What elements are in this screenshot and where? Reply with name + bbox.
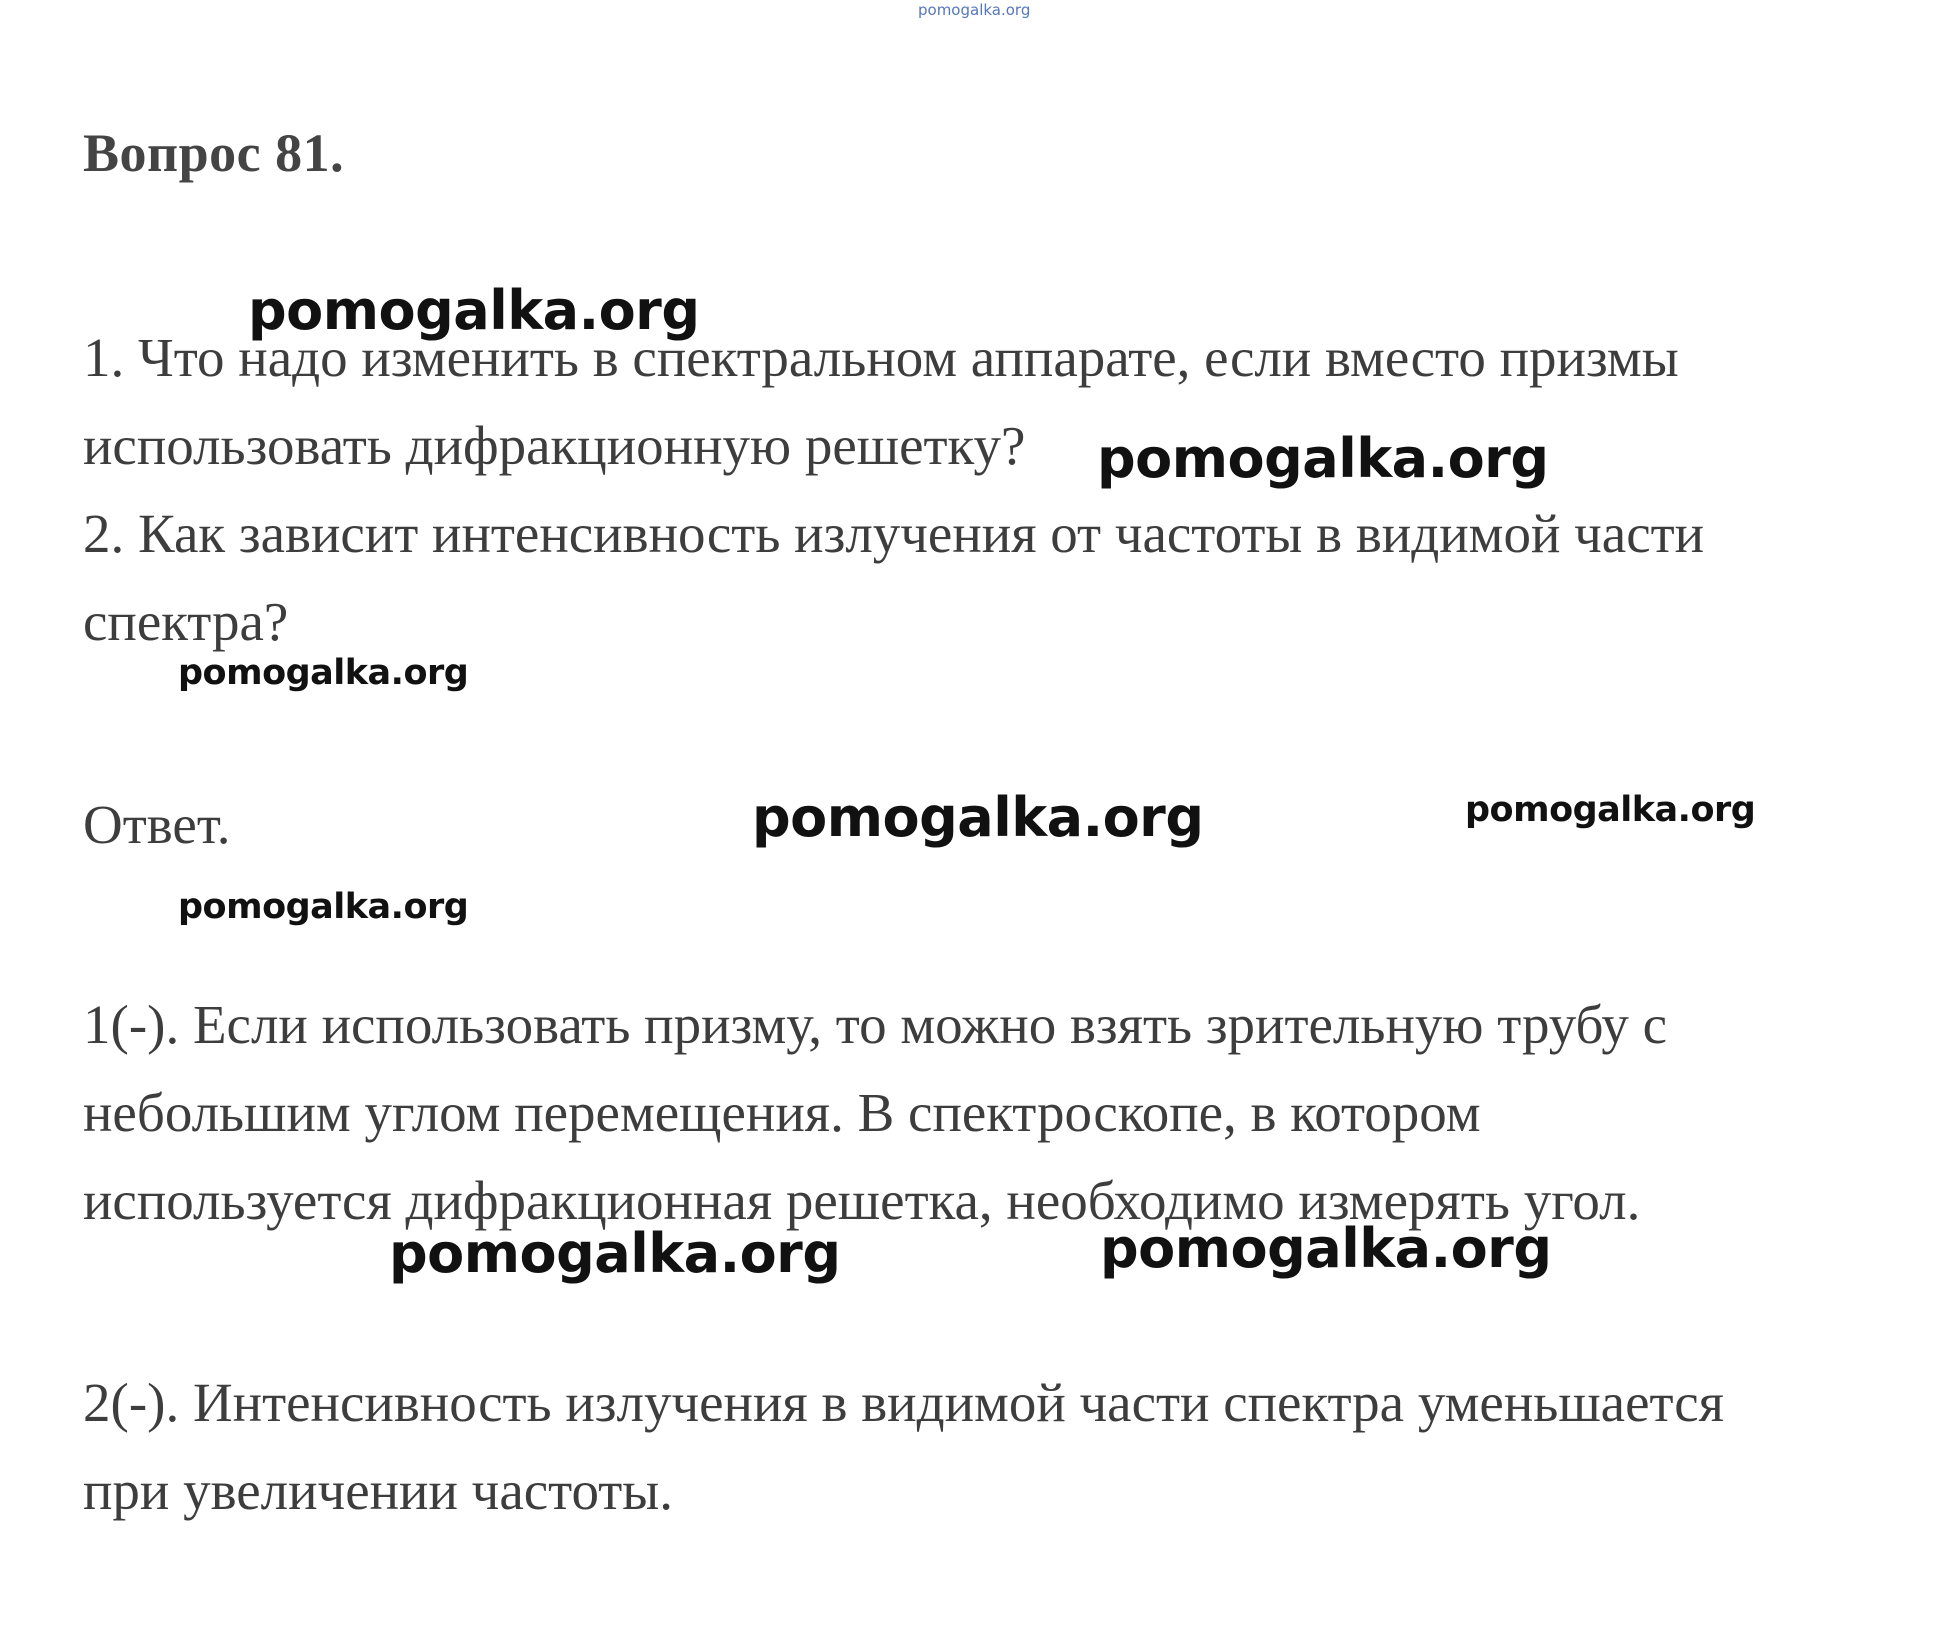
watermark: pomogalka.org	[178, 653, 469, 693]
answer-line: 1(-). Если использовать призму, то можно взять зрительную трубу с	[83, 994, 1668, 1055]
question-heading: Вопрос 81.	[83, 123, 345, 183]
question-line: использовать дифракционную решетку?	[83, 415, 1026, 476]
watermark: pomogalka.org	[1100, 1217, 1552, 1280]
watermark: pomogalka.org	[1097, 427, 1549, 490]
question-line: спектра?	[83, 591, 289, 652]
answer-line: при увеличении частоты.	[83, 1460, 673, 1521]
question-line: 2. Как зависит интенсивность излучения от частоты в видимой части	[83, 503, 1705, 564]
watermark: pomogalka.org	[1465, 790, 1756, 830]
watermark: pomogalka.org	[178, 887, 469, 927]
question-line: 1. Что надо изменить в спектральном аппарате, если вместо призмы	[83, 327, 1679, 388]
watermark-top: pomogalka.org	[918, 1, 1031, 19]
watermark: pomogalka.org	[248, 279, 700, 342]
answer-line: используется дифракционная решетка, необходимо измерять угол.	[83, 1170, 1641, 1231]
answer-label: Ответ.	[83, 794, 231, 855]
answer-line: небольшим углом перемещения. В спектроскопе, в котором	[83, 1082, 1481, 1143]
watermark: pomogalka.org	[752, 786, 1204, 849]
watermark: pomogalka.org	[389, 1222, 841, 1285]
answer-line: 2(-). Интенсивность излучения в видимой части спектра уменьшается	[83, 1372, 1724, 1433]
